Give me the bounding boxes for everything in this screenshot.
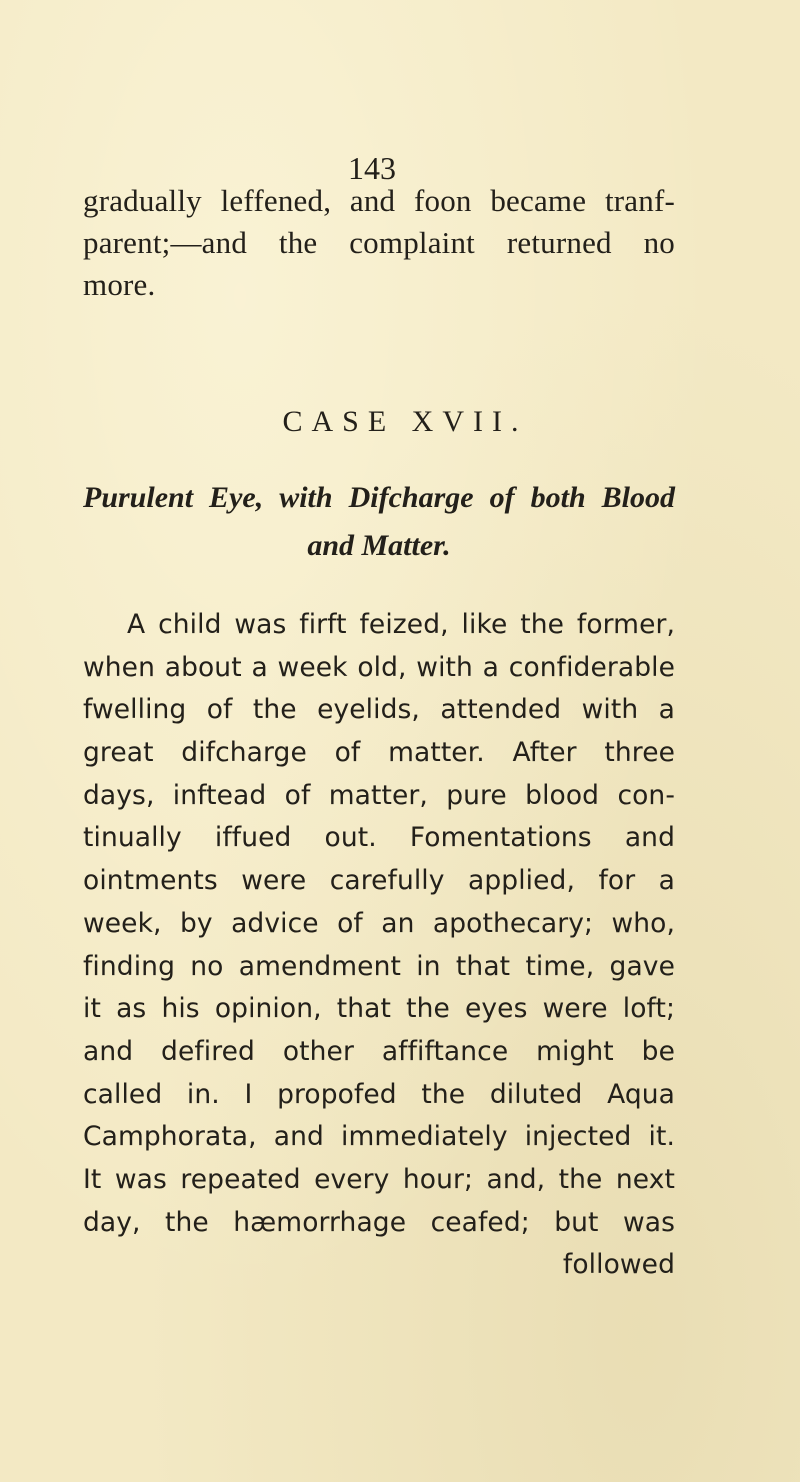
text-line: A child was firft feized, like the former, — [127, 609, 675, 640]
text-line: ointments were carefully applied, for a — [83, 865, 675, 897]
text-line: finding no amendment in that time, gave — [83, 950, 675, 982]
case-heading: CASE XVII. — [282, 405, 528, 438]
subtitle-line: and Matter. — [307, 529, 451, 562]
text-line: fwelling of the eyelids, attended with a — [83, 694, 675, 726]
text-line: parent;—and the complaint returned no — [83, 225, 675, 260]
case-subtitle — [83, 474, 675, 570]
text-line: and defired other affiftance might be — [83, 1035, 675, 1067]
text-line: day, the hæmorrhage ceafed; but was — [83, 1206, 675, 1238]
intro-paragraph — [83, 180, 675, 306]
text-line: days, inftead of matter, pure blood con- — [83, 779, 675, 811]
text-line: Camphorata, and immediately injected it. — [83, 1121, 675, 1153]
text-line: called in. I propofed the diluted Aqua — [83, 1078, 675, 1110]
text-line: tinually iffued out. Fomentations and — [83, 822, 675, 854]
text-line: week, by advice of an apothecary; who, — [83, 907, 675, 939]
text-line: it as his opinion, that the eyes were loft; — [83, 993, 675, 1025]
text-line: more. — [83, 267, 156, 302]
text-line: It was repeated every hour; and, the next — [83, 1163, 675, 1195]
text-line: when about a week old, with a confiderable — [83, 651, 675, 683]
page-number: 143 — [348, 150, 396, 186]
text-line: gradually leffened, and foon became tranf- — [83, 183, 675, 218]
text-line: great difcharge of matter. After three — [83, 737, 675, 769]
case-body-paragraph — [83, 604, 675, 1287]
subtitle-line: Purulent Eye, with Difcharge of both Blood — [83, 481, 675, 514]
catchword: followed — [562, 1249, 675, 1281]
